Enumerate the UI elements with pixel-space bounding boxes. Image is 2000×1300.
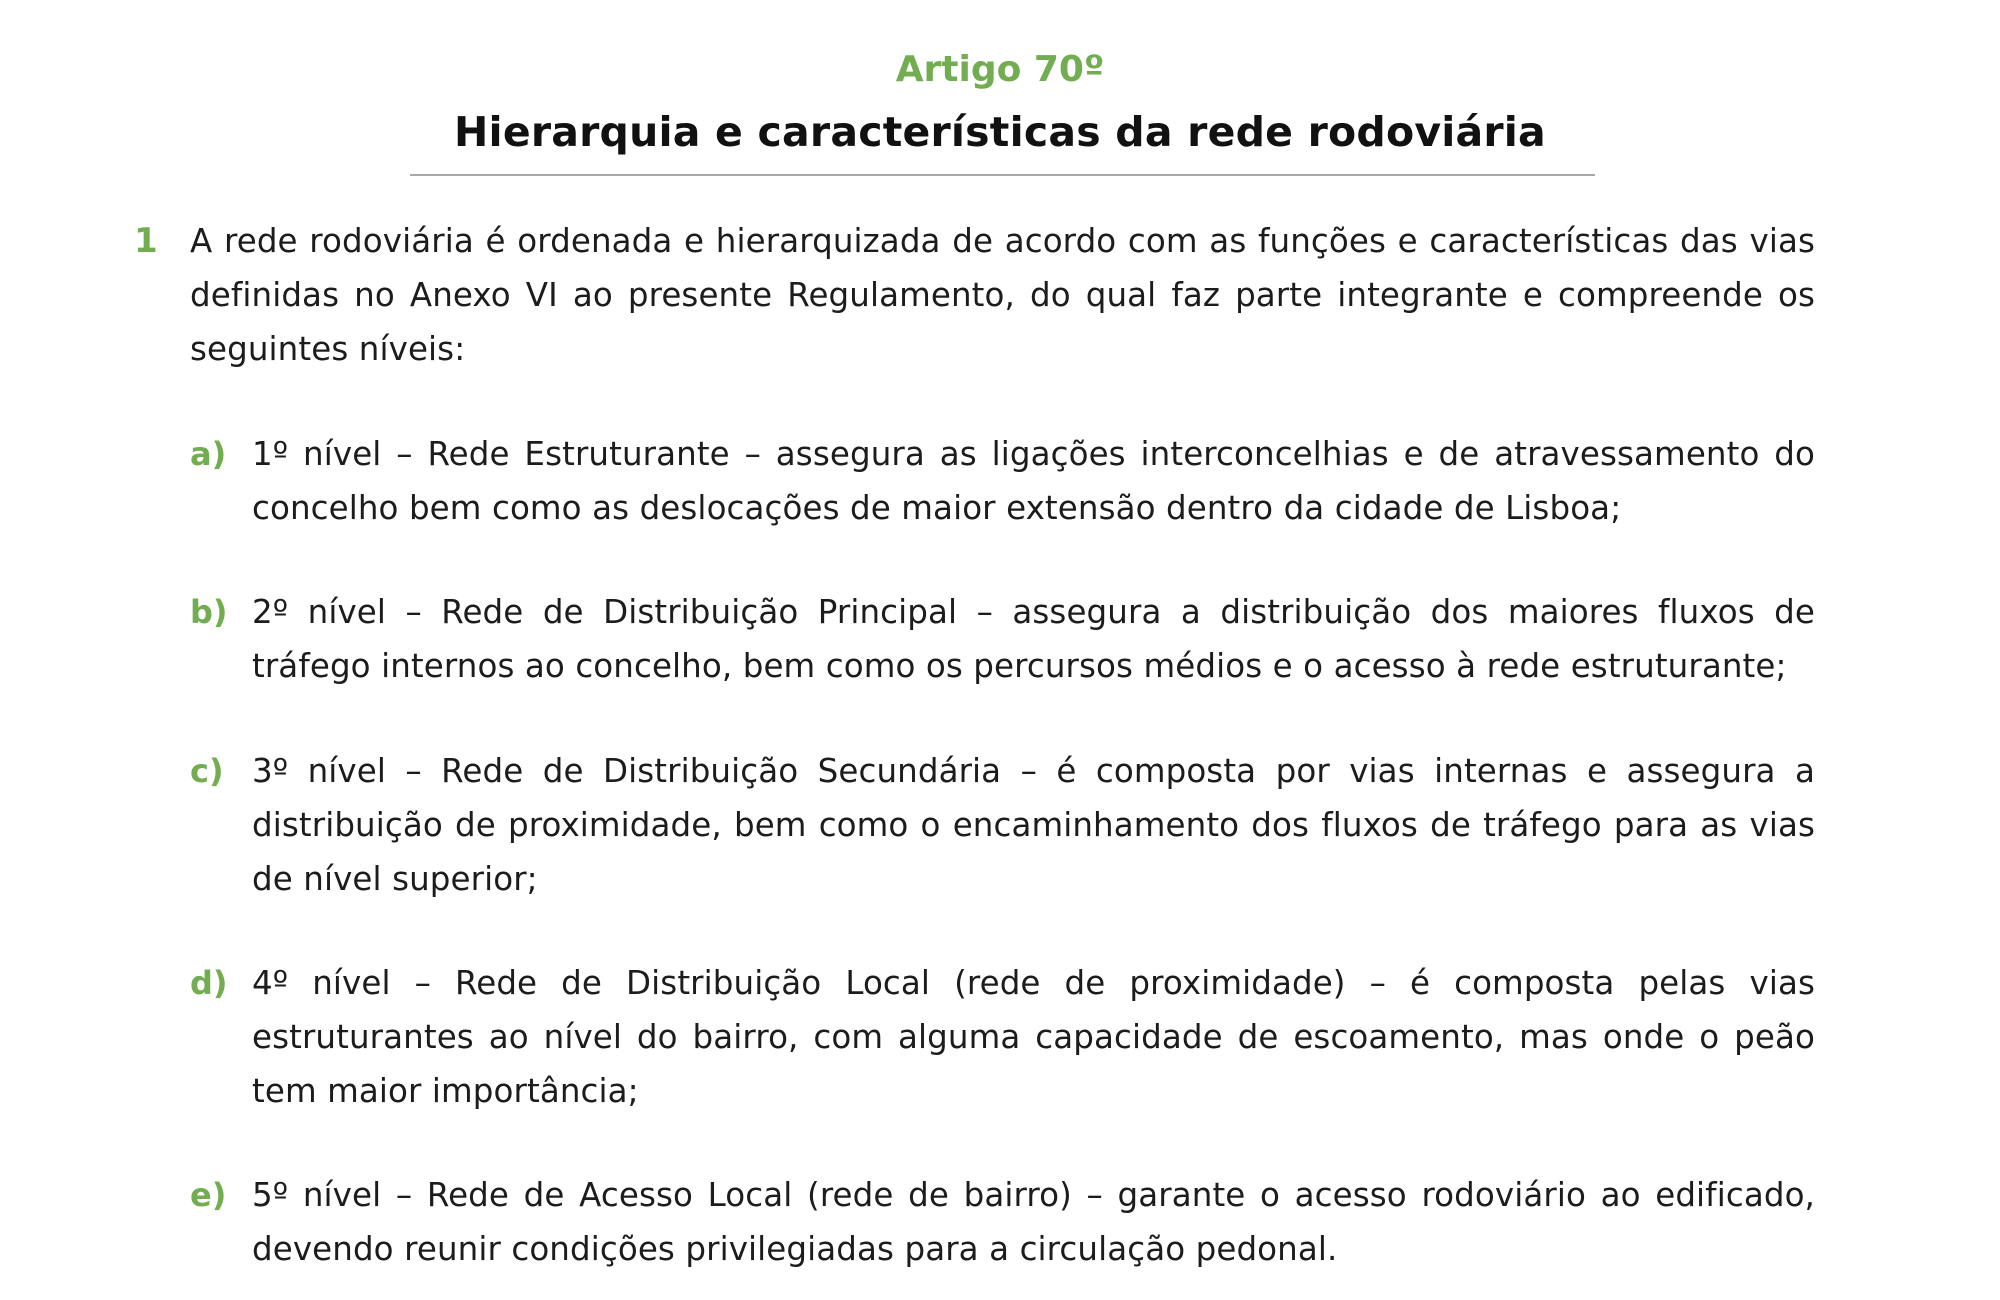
list-item-text: 2º nível – Rede de Distribuição Principal – assegura a distribuição dos maiores fluxos de tráfego internos ao concelho, bem como os percursos médios e o acesso à rede estruturante; — [252, 593, 1815, 685]
paragraph-text: A rede rodoviária é ordenada e hierarquizada de acordo com as funções e características das vias definidas no Anexo VI ao presente Regulamento, do qual faz parte integrante e compreende os seguintes níveis: — [190, 222, 1815, 368]
list-item-letter: b) — [190, 593, 228, 631]
article-title: Hierarquia e características da rede rodoviária — [454, 108, 1546, 156]
list-item-letter: d) — [190, 964, 228, 1002]
list-item-text: 1º nível – Rede Estruturante – assegura as ligações interconcelhias e de atravessamento do concelho bem como as deslocações de maior extensão dentro da cidade de Lisboa; — [252, 435, 1815, 527]
list-item-letter: e) — [190, 1176, 227, 1214]
list-item-text: 3º nível – Rede de Distribuição Secundária – é composta por vias internas e assegura a distribuição de proximidade, bem como o encaminhamento dos fluxos de tráfego para as vias de nível superior; — [252, 752, 1815, 898]
paragraph-number: 1 — [134, 221, 158, 261]
article-header — [0, 48, 2000, 160]
list-item-text: 4º nível – Rede de Distribuição Local (rede de proximidade) – é composta pelas vias estruturantes ao nível do bairro, com alguma capacidade de escoamento, mas onde o peão tem maior importância; — [252, 964, 1815, 1110]
title-divider — [410, 174, 1595, 176]
list-item-letter: a) — [190, 435, 227, 473]
article-number: Artigo 70º — [895, 49, 1105, 90]
list-item-text: 5º nível – Rede de Acesso Local (rede de bairro) – garante o acesso rodoviário ao edificado, devendo reunir condições privilegiadas para a circulação pedonal. — [252, 1176, 1815, 1268]
list-item-letter: c) — [190, 752, 224, 790]
